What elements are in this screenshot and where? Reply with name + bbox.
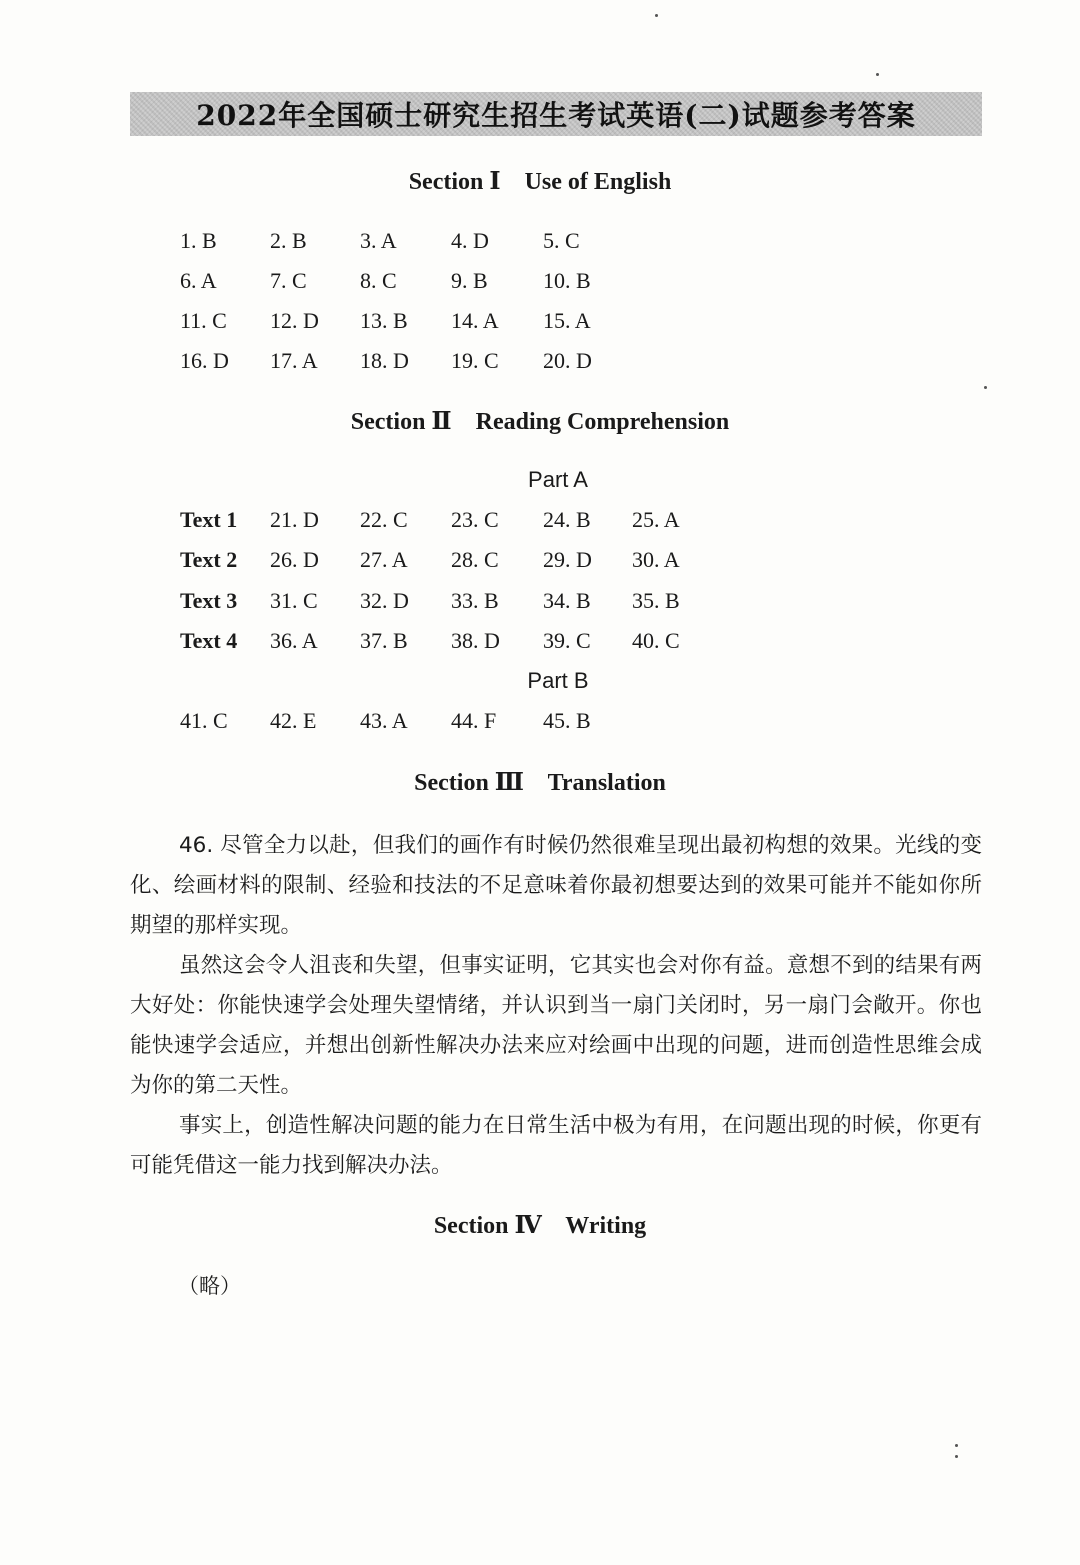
answer-cell: 3. A bbox=[360, 228, 397, 253]
scan-speck bbox=[955, 1455, 958, 1458]
section-2-heading: Section Ⅱ Reading Comprehension bbox=[350, 409, 730, 435]
translation-paragraph: 事实上，创造性解决问题的能力在日常生活中极为有用，在问题出现的时候，你更有可能凭借这一能力找到解决办法。 bbox=[130, 1113, 982, 1178]
row-label: Text 3 bbox=[180, 588, 238, 613]
answer-cell: 2. B bbox=[270, 228, 307, 253]
answer-cell: 4. D bbox=[451, 228, 489, 253]
answer-cell: 29. D bbox=[543, 547, 592, 572]
section-1-heading: Section Ⅰ Use of English bbox=[408, 169, 672, 195]
section-3-heading: Section Ⅲ Translation bbox=[414, 770, 666, 796]
answer-cell: 11. C bbox=[180, 308, 227, 333]
section-4-heading: Section Ⅳ Writing bbox=[433, 1213, 647, 1239]
answer-cell: 9. B bbox=[451, 268, 488, 293]
answer-cell: 32. D bbox=[360, 588, 409, 613]
part-b-row bbox=[0, 708, 1080, 738]
answer-cell: 42. E bbox=[270, 708, 317, 733]
answer-cell: 8. C bbox=[360, 268, 397, 293]
answer-cell: 18. D bbox=[360, 348, 409, 373]
answer-cell: 14. A bbox=[451, 308, 499, 333]
answer-cell: 45. B bbox=[543, 708, 591, 733]
answer-cell: 31. C bbox=[270, 588, 318, 613]
text-1-row bbox=[0, 507, 1080, 537]
page-title: 2022年全国硕士研究生招生考试英语(二)试题参考答案 bbox=[196, 99, 916, 132]
scan-speck bbox=[955, 1444, 958, 1447]
answer-cell: 25. A bbox=[632, 507, 680, 532]
answer-cell: 34. B bbox=[543, 588, 591, 613]
answer-cell: 44. F bbox=[451, 708, 497, 733]
answer-cell: 1. B bbox=[180, 228, 217, 253]
translation-text bbox=[130, 826, 982, 1186]
text-3-row bbox=[0, 588, 1080, 618]
scan-speck bbox=[876, 73, 879, 76]
scan-speck bbox=[655, 14, 658, 17]
row-label: Text 1 bbox=[180, 507, 238, 532]
translation-paragraph: 虽然这会令人沮丧和失望，但事实证明，它其实也会对你有益。意想不到的结果有两大好处：你能快速学会处理失望情绪，并认识到当一扇门关闭时，另一扇门会敞开。你也能快速学会适应，并想出创新性解决办法来应对绘画中出现的问题，进而创造性思维会成为你的第二天性。 bbox=[130, 953, 982, 1098]
answer-cell: 40. C bbox=[632, 628, 680, 653]
answer-cell: 10. B bbox=[543, 268, 591, 293]
answer-cell: 36. A bbox=[270, 628, 318, 653]
answer-cell: 7. C bbox=[270, 268, 307, 293]
section-1-row-1 bbox=[0, 228, 1080, 258]
row-label: Text 2 bbox=[180, 547, 238, 572]
answer-cell: 22. C bbox=[360, 507, 408, 532]
answer-cell: 33. B bbox=[451, 588, 499, 613]
answer-cell: 19. C bbox=[451, 348, 499, 373]
answer-cell: 41. C bbox=[180, 708, 228, 733]
answer-cell: 20. D bbox=[543, 348, 592, 373]
answer-cell: 43. A bbox=[360, 708, 408, 733]
answer-cell: 26. D bbox=[270, 547, 319, 572]
answer-cell: 21. D bbox=[270, 507, 319, 532]
answer-cell: 17. A bbox=[270, 348, 318, 373]
answer-cell: 12. D bbox=[270, 308, 319, 333]
writing-omitted: （略） bbox=[178, 1274, 241, 1298]
section-1-row-3 bbox=[0, 308, 1080, 338]
answer-cell: 15. A bbox=[543, 308, 591, 333]
answer-cell: 30. A bbox=[632, 547, 680, 572]
answer-cell: 5. C bbox=[543, 228, 580, 253]
part-b-heading: Part B bbox=[527, 668, 589, 693]
answer-cell: 27. A bbox=[360, 547, 408, 572]
row-label: Text 4 bbox=[180, 628, 238, 653]
answer-cell: 6. A bbox=[180, 268, 217, 293]
text-4-row bbox=[0, 628, 1080, 658]
section-1-row-4 bbox=[0, 348, 1080, 378]
answer-cell: 37. B bbox=[360, 628, 408, 653]
answer-cell: 28. C bbox=[451, 547, 499, 572]
answer-cell: 35. B bbox=[632, 588, 680, 613]
answer-cell: 23. C bbox=[451, 507, 499, 532]
answer-cell: 24. B bbox=[543, 507, 591, 532]
answer-cell: 38. D bbox=[451, 628, 500, 653]
section-1-row-2 bbox=[0, 268, 1080, 298]
translation-paragraph: 46. 尽管全力以赴，但我们的画作有时候仍然很难呈现出最初构想的效果。光线的变化、绘画材料的限制、经验和技法的不足意味着你最初想要达到的效果可能并不能如你所期望的那样实现。 bbox=[130, 833, 982, 938]
part-a-heading: Part A bbox=[528, 467, 588, 492]
scan-speck bbox=[984, 386, 987, 389]
title-banner bbox=[130, 92, 982, 136]
answer-cell: 39. C bbox=[543, 628, 591, 653]
answer-cell: 13. B bbox=[360, 308, 408, 333]
answer-cell: 16. D bbox=[180, 348, 229, 373]
text-2-row bbox=[0, 547, 1080, 577]
